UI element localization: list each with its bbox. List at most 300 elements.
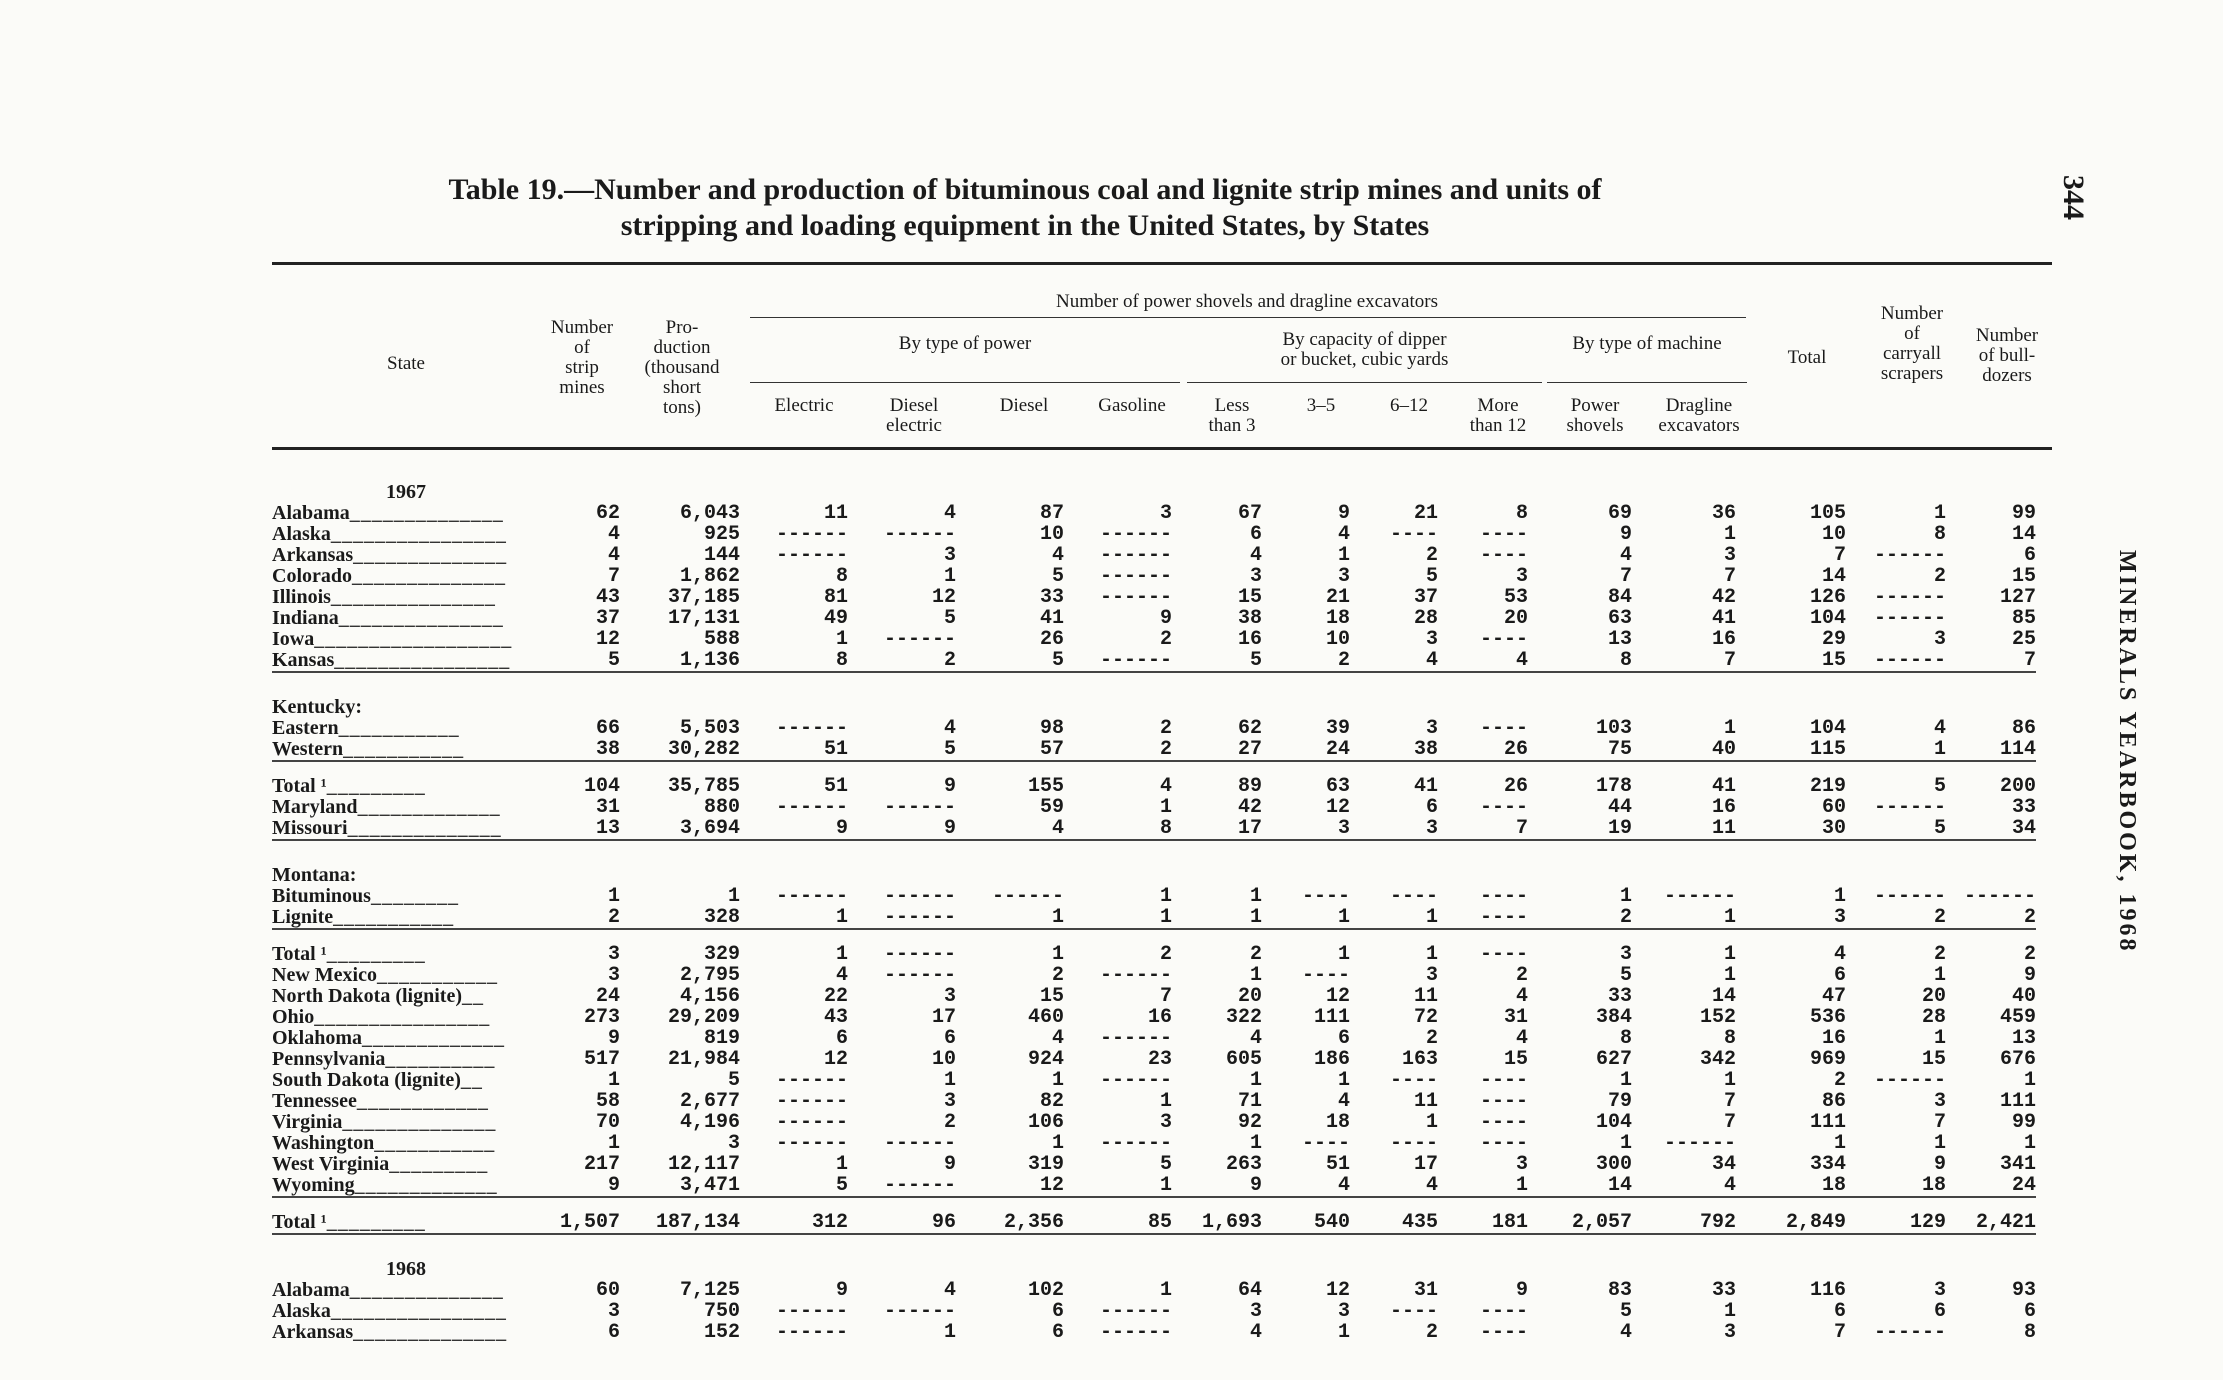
value-cell: 2 (1846, 907, 1946, 929)
value-cell: 819 (703, 1027, 740, 1050)
value-cell: 4 (943, 1279, 956, 1302)
value-cell: 17,131 (667, 607, 740, 630)
value-cell: 163 (1401, 1048, 1438, 1071)
value-cell: 99 (2011, 502, 2036, 525)
table-row (272, 1028, 2036, 1049)
value-cell (1064, 855, 1172, 886)
value-cell: ------ (1099, 1321, 1172, 1344)
value-cell: 12 (823, 1048, 848, 1071)
value-cell: 5 (1172, 650, 1262, 672)
value-cell: 105 (1809, 502, 1846, 525)
header-strip-mines (542, 318, 622, 398)
value-cell: 7 (1833, 544, 1846, 567)
header-text: dozers (1982, 365, 2032, 386)
leader-dots: ______________ (352, 565, 506, 587)
value-cell: 127 (1999, 586, 2036, 609)
running-head: MINERALS YEARBOOK, 1968 (2114, 550, 2140, 954)
value-cell: 12 (1325, 1279, 1350, 1302)
value-cell: 1 (1723, 1300, 1736, 1323)
leader-dots: ___________ (374, 1132, 496, 1154)
header-carryall (1862, 304, 1962, 384)
value-cell: 4 (1350, 650, 1438, 672)
header-rule-main (750, 317, 1746, 318)
header-text: Pro- (665, 317, 699, 338)
leader-dots: ____________ (356, 1090, 489, 1112)
row-gap (272, 929, 2036, 944)
value-cell: 540 (1262, 1212, 1350, 1234)
gap-cell (272, 672, 2036, 687)
value-cell: 925 (703, 523, 740, 546)
value-cell: 1 (943, 1321, 956, 1344)
value-cell: 12 (1325, 796, 1350, 819)
value-cell: 3 (1515, 1153, 1528, 1176)
value-cell: 1 (1337, 943, 1350, 966)
value-cell: 21,984 (667, 1048, 740, 1071)
value-cell: 47 (1821, 985, 1846, 1008)
value-cell: 178 (1595, 775, 1632, 798)
value-cell: 8 (1619, 1027, 1632, 1050)
value-cell: 42 (1711, 586, 1736, 609)
value-cell: 1 (1933, 502, 1946, 525)
value-cell: ------ (1663, 885, 1736, 908)
header-group-machine: By type of machine (1572, 333, 1722, 354)
value-cell: 4 (1249, 1321, 1262, 1344)
value-cell: ---- (1301, 964, 1350, 987)
value-cell: 263 (1225, 1153, 1262, 1176)
value-cell: 328 (620, 907, 740, 929)
value-cell: 81 (823, 586, 848, 609)
value-cell (1528, 472, 1632, 503)
header-text: Number (1880, 303, 1944, 324)
leader-dots: ______________ (342, 1111, 497, 1133)
value-cell (1736, 1249, 1846, 1280)
value-cell: 42 (1237, 796, 1262, 819)
state-name: Tennessee (272, 1090, 357, 1112)
value-cell (1736, 687, 1846, 718)
header-text: of (1904, 323, 1920, 344)
state-cell (272, 1028, 540, 1049)
state-cell (272, 1091, 540, 1112)
value-cell: 37,185 (667, 586, 740, 609)
value-cell: 33 (2011, 796, 2036, 819)
leader-dots: ___________ (376, 964, 498, 986)
value-cell: 1 (1723, 964, 1736, 987)
value-cell: 18 (1325, 607, 1350, 630)
value-cell: 6,043 (679, 502, 740, 525)
state-name: Missouri (272, 817, 348, 839)
value-cell: 1 (2023, 1069, 2036, 1092)
table-row (272, 1212, 2036, 1234)
value-cell: 9 (540, 1175, 620, 1197)
value-cell (1846, 855, 1946, 886)
value-cell: 5 (1619, 964, 1632, 987)
state-name: Ohio (272, 1006, 315, 1028)
value-cell: 98 (1039, 717, 1064, 740)
value-cell: 1 (1723, 943, 1736, 966)
value-cell: 6 (1051, 1321, 1064, 1344)
value-cell: 4 (1249, 544, 1262, 567)
value-cell: 144 (703, 544, 740, 567)
gap-cell (272, 761, 2036, 776)
table-row (272, 855, 2036, 886)
value-cell: 6 (2023, 1300, 2036, 1323)
state-name: Alaska (272, 1300, 331, 1322)
value-cell: 3 (607, 943, 620, 966)
value-cell (848, 472, 956, 503)
value-cell (1262, 472, 1350, 503)
value-cell: 2 (1249, 943, 1262, 966)
leader-dots: ______________ (353, 1321, 508, 1343)
value-cell: 5 (848, 739, 956, 761)
value-cell: 152 (1699, 1006, 1736, 1029)
value-cell: 59 (1039, 796, 1064, 819)
header-text: By capacity of dipper (1282, 329, 1447, 350)
value-cell: 2 (1159, 717, 1172, 740)
value-cell (1846, 687, 1946, 718)
value-cell: 51 (823, 775, 848, 798)
value-cell: 15 (1921, 1048, 1946, 1071)
state-name: West Virginia (272, 1153, 390, 1175)
value-cell: ---- (1389, 523, 1438, 546)
state-name: Indiana (272, 607, 339, 629)
value-cell: 36 (1711, 502, 1736, 525)
value-cell: ------ (883, 885, 956, 908)
value-cell: 1 (943, 565, 956, 588)
value-cell: 18 (1736, 1175, 1846, 1197)
value-cell: 1 (1262, 907, 1350, 929)
value-cell: 2 (1159, 943, 1172, 966)
state-name: Western (272, 738, 344, 760)
value-cell: 64 (1237, 1279, 1262, 1302)
value-cell: ------ (775, 1321, 848, 1344)
value-cell: ------ (1099, 964, 1172, 987)
table-row (272, 503, 2036, 524)
state-cell (272, 650, 540, 672)
value-cell: 21 (1325, 586, 1350, 609)
value-cell (1438, 472, 1528, 503)
state-cell (272, 739, 540, 761)
state-name: New Mexico (272, 964, 377, 986)
value-cell: 3 (1425, 964, 1438, 987)
state-name: Montana: (272, 864, 357, 886)
value-cell: ------ (1873, 1069, 1946, 1092)
value-cell: ------ (848, 1175, 956, 1197)
value-cell: 155 (1027, 775, 1064, 798)
header-text: than 12 (1469, 415, 1527, 436)
value-cell: 341 (1999, 1153, 2036, 1176)
header-text: More (1477, 395, 1519, 416)
value-cell: ------ (1099, 586, 1172, 609)
value-cell: 6 (835, 1027, 848, 1050)
state-name: Alabama (272, 1279, 350, 1301)
header-cap-6-12: 6–12 (1390, 395, 1428, 416)
state-name: Bituminous (272, 885, 371, 907)
value-cell (620, 472, 740, 503)
value-cell: 114 (1946, 739, 2036, 761)
value-cell: 4 (1619, 1321, 1632, 1344)
value-cell: 24 (1946, 1175, 2036, 1197)
value-cell: 16 (1711, 628, 1736, 651)
value-cell (1846, 1249, 1946, 1280)
value-cell: 31 (1503, 1006, 1528, 1029)
leader-dots: ________________ (330, 523, 507, 545)
value-cell: 9 (740, 818, 848, 840)
value-cell: ------ (1099, 565, 1172, 588)
state-cell (272, 1301, 540, 1322)
value-cell (620, 687, 740, 718)
table-row (272, 566, 2036, 587)
value-cell: 17 (931, 1006, 956, 1029)
value-cell: 1 (1933, 1027, 1946, 1050)
state-cell (272, 587, 540, 608)
value-cell: ---- (1479, 544, 1528, 567)
value-cell: 11 (1413, 985, 1438, 1008)
value-cell: 58 (595, 1090, 620, 1113)
title-line-1: Table 19.—Number and production of bituminous coal and lignite strip mines and units of (448, 173, 1602, 206)
value-cell: 126 (1809, 586, 1846, 609)
value-cell (1438, 855, 1528, 886)
value-cell: 8 (1528, 650, 1632, 672)
table-title (0, 172, 2050, 244)
value-cell: 3 (1933, 1279, 1946, 1302)
value-cell: 9 (1933, 1153, 1946, 1176)
value-cell: 17 (1413, 1153, 1438, 1176)
value-cell: 2 (1262, 650, 1350, 672)
value-cell: 3 (1933, 628, 1946, 651)
value-cell: 3 (1249, 565, 1262, 588)
value-cell: 3 (1350, 818, 1438, 840)
value-cell (1064, 687, 1172, 718)
header-group-power: By type of power (898, 333, 1032, 354)
value-cell: 4 (1051, 544, 1064, 567)
value-cell: 30 (1736, 818, 1846, 840)
state-name: Lignite (272, 906, 334, 928)
state-name: Colorado (272, 565, 352, 587)
header-diesel-electric (860, 396, 968, 436)
gap-cell (272, 1197, 2036, 1212)
header-text: than 3 (1208, 415, 1256, 436)
gap-cell (272, 1234, 2036, 1249)
value-cell: 99 (2011, 1111, 2036, 1134)
table-row (272, 1049, 2036, 1070)
value-cell (1172, 472, 1262, 503)
value-cell: 19 (1528, 818, 1632, 840)
value-cell: 28 (1413, 607, 1438, 630)
value-cell (620, 1249, 740, 1280)
value-cell: 41 (1711, 775, 1736, 798)
state-name: Kentucky: (272, 696, 362, 718)
value-cell (1528, 687, 1632, 718)
value-cell: 1 (1438, 1175, 1528, 1197)
value-cell: 43 (595, 586, 620, 609)
value-cell: ---- (1389, 885, 1438, 908)
table-row (272, 886, 2036, 907)
value-cell: 6 (1933, 1300, 1946, 1323)
value-cell: 200 (1999, 775, 2036, 798)
leader-dots: ___________ (343, 738, 465, 760)
value-cell: 14 (2011, 523, 2036, 546)
value-cell: 5 (1846, 818, 1946, 840)
value-cell: 111 (1313, 1006, 1350, 1029)
value-cell: 5 (1933, 775, 1946, 798)
state-name: 1967 (386, 481, 426, 503)
state-name: 1968 (386, 1258, 426, 1280)
header-dragline (1647, 396, 1751, 436)
value-cell: ------ (1873, 1321, 1946, 1344)
leader-dots: __ (460, 1069, 483, 1091)
value-cell: 24 (1262, 739, 1350, 761)
value-cell (1528, 1249, 1632, 1280)
value-cell: 4 (1619, 544, 1632, 567)
value-cell: 1 (1249, 885, 1262, 908)
value-cell: 18 (1846, 1175, 1946, 1197)
value-cell: 21 (1413, 502, 1438, 525)
value-cell: 26 (1039, 628, 1064, 651)
state-cell (272, 545, 540, 566)
value-cell (1632, 472, 1736, 503)
value-cell: ---- (1389, 1069, 1438, 1092)
value-cell: 6 (1337, 1027, 1350, 1050)
value-cell: 34 (1946, 818, 2036, 840)
value-cell: 3 (1337, 1300, 1350, 1323)
value-cell: 9 (835, 1279, 848, 1302)
value-cell: ------ (1099, 1027, 1172, 1050)
state-name: Kansas (272, 649, 335, 671)
table-body (272, 472, 2036, 1343)
value-cell: 6 (1051, 1300, 1064, 1323)
table-row (272, 1175, 2036, 1197)
value-cell: 33 (1039, 586, 1064, 609)
value-cell (1946, 472, 2036, 503)
value-cell: 969 (1809, 1048, 1846, 1071)
value-cell: 1 (1159, 796, 1172, 819)
value-cell: 4 (835, 964, 848, 987)
state-name: Iowa (272, 628, 315, 650)
value-cell: 3 (1425, 628, 1438, 651)
table-row (272, 1112, 2036, 1133)
value-cell: ------ (883, 796, 956, 819)
title-line-2: stripping and loading equipment in the United States, by States (620, 209, 1430, 242)
value-cell: ---- (1389, 1132, 1438, 1155)
header-text: carryall (1882, 343, 1941, 364)
table-row (272, 608, 2036, 629)
value-cell (848, 1249, 956, 1280)
value-cell: 89 (1237, 775, 1262, 798)
value-cell (540, 855, 620, 886)
state-name: Pennsylvania (272, 1048, 386, 1070)
value-cell: 8 (1064, 818, 1172, 840)
value-cell: 33 (1607, 985, 1632, 1008)
value-cell: 2,057 (1528, 1212, 1632, 1234)
state-name: Wyoming (272, 1174, 355, 1196)
value-cell: 20 (1921, 985, 1946, 1008)
leader-dots: __________ (385, 1048, 496, 1070)
value-cell: 1 (1619, 1132, 1632, 1155)
value-cell: 83 (1607, 1279, 1632, 1302)
value-cell: 72 (1413, 1006, 1438, 1029)
value-cell: 676 (1999, 1048, 2036, 1071)
value-cell: 12 (931, 586, 956, 609)
table-row (272, 472, 2036, 503)
value-cell: 924 (1027, 1048, 1064, 1071)
value-cell: 9 (943, 1153, 956, 1176)
value-cell: 1 (1723, 1069, 1736, 1092)
value-cell: 38 (1237, 607, 1262, 630)
value-cell: 7 (1933, 1111, 1946, 1134)
value-cell: 334 (1809, 1153, 1846, 1176)
value-cell: 627 (1595, 1048, 1632, 1071)
value-cell: 9 (2023, 964, 2036, 987)
header-text: short (663, 377, 701, 398)
value-cell: 41 (1039, 607, 1064, 630)
value-cell: 86 (2011, 717, 2036, 740)
value-cell: 23 (1147, 1048, 1172, 1071)
state-cell (272, 629, 540, 650)
value-cell: 1 (1159, 1279, 1172, 1302)
value-cell (1172, 855, 1262, 886)
value-cell: 7 (1946, 650, 2036, 672)
value-cell: 3 (1262, 818, 1350, 840)
value-cell: 1,507 (540, 1212, 620, 1234)
leader-dots: _________ (326, 943, 426, 965)
value-cell (740, 472, 848, 503)
value-cell: 14 (1821, 565, 1846, 588)
table-row (272, 1007, 2036, 1028)
value-cell: 9 (848, 818, 956, 840)
value-cell: 14 (1528, 1175, 1632, 1197)
state-cell (272, 608, 540, 629)
leader-dots: _______________ (330, 586, 496, 608)
value-cell: 53 (1503, 586, 1528, 609)
table-row (272, 1280, 2036, 1301)
row-gap (272, 1234, 2036, 1249)
value-cell: 104 (1809, 607, 1846, 630)
value-cell: ---- (1479, 943, 1528, 966)
value-cell: ------ (1099, 1300, 1172, 1323)
value-cell: 8 (835, 565, 848, 588)
state-cell (272, 986, 540, 1007)
value-cell (1262, 855, 1350, 886)
header-bulldozers (1962, 326, 2052, 386)
value-cell: 111 (1809, 1111, 1846, 1134)
value-cell: 1 (1159, 1090, 1172, 1113)
value-cell: ---- (1301, 1132, 1350, 1155)
state-name: South Dakota (lignite) (272, 1069, 461, 1091)
table-row (272, 818, 2036, 840)
top-rule (272, 262, 2052, 265)
value-cell: 1 (1933, 1132, 1946, 1155)
value-cell: 2,849 (1736, 1212, 1846, 1234)
state-cell (272, 1070, 540, 1091)
value-cell: 63 (1607, 607, 1632, 630)
value-cell (740, 855, 848, 886)
value-cell: 129 (1846, 1212, 1946, 1234)
value-cell: ------ (775, 544, 848, 567)
value-cell: 435 (1350, 1212, 1438, 1234)
value-cell: 13 (540, 818, 620, 840)
value-cell: 26 (1503, 775, 1528, 798)
value-cell: ------ (883, 628, 956, 651)
value-cell: ------ (775, 1090, 848, 1113)
value-cell (540, 1249, 620, 1280)
header-text: scrapers (1880, 363, 1944, 384)
value-cell: 7 (1632, 650, 1736, 672)
value-cell: 1 (1249, 1069, 1262, 1092)
value-cell: 7 (1723, 1111, 1736, 1134)
state-cell (272, 472, 540, 503)
value-cell (848, 687, 956, 718)
value-cell: 111 (1999, 1090, 2036, 1113)
